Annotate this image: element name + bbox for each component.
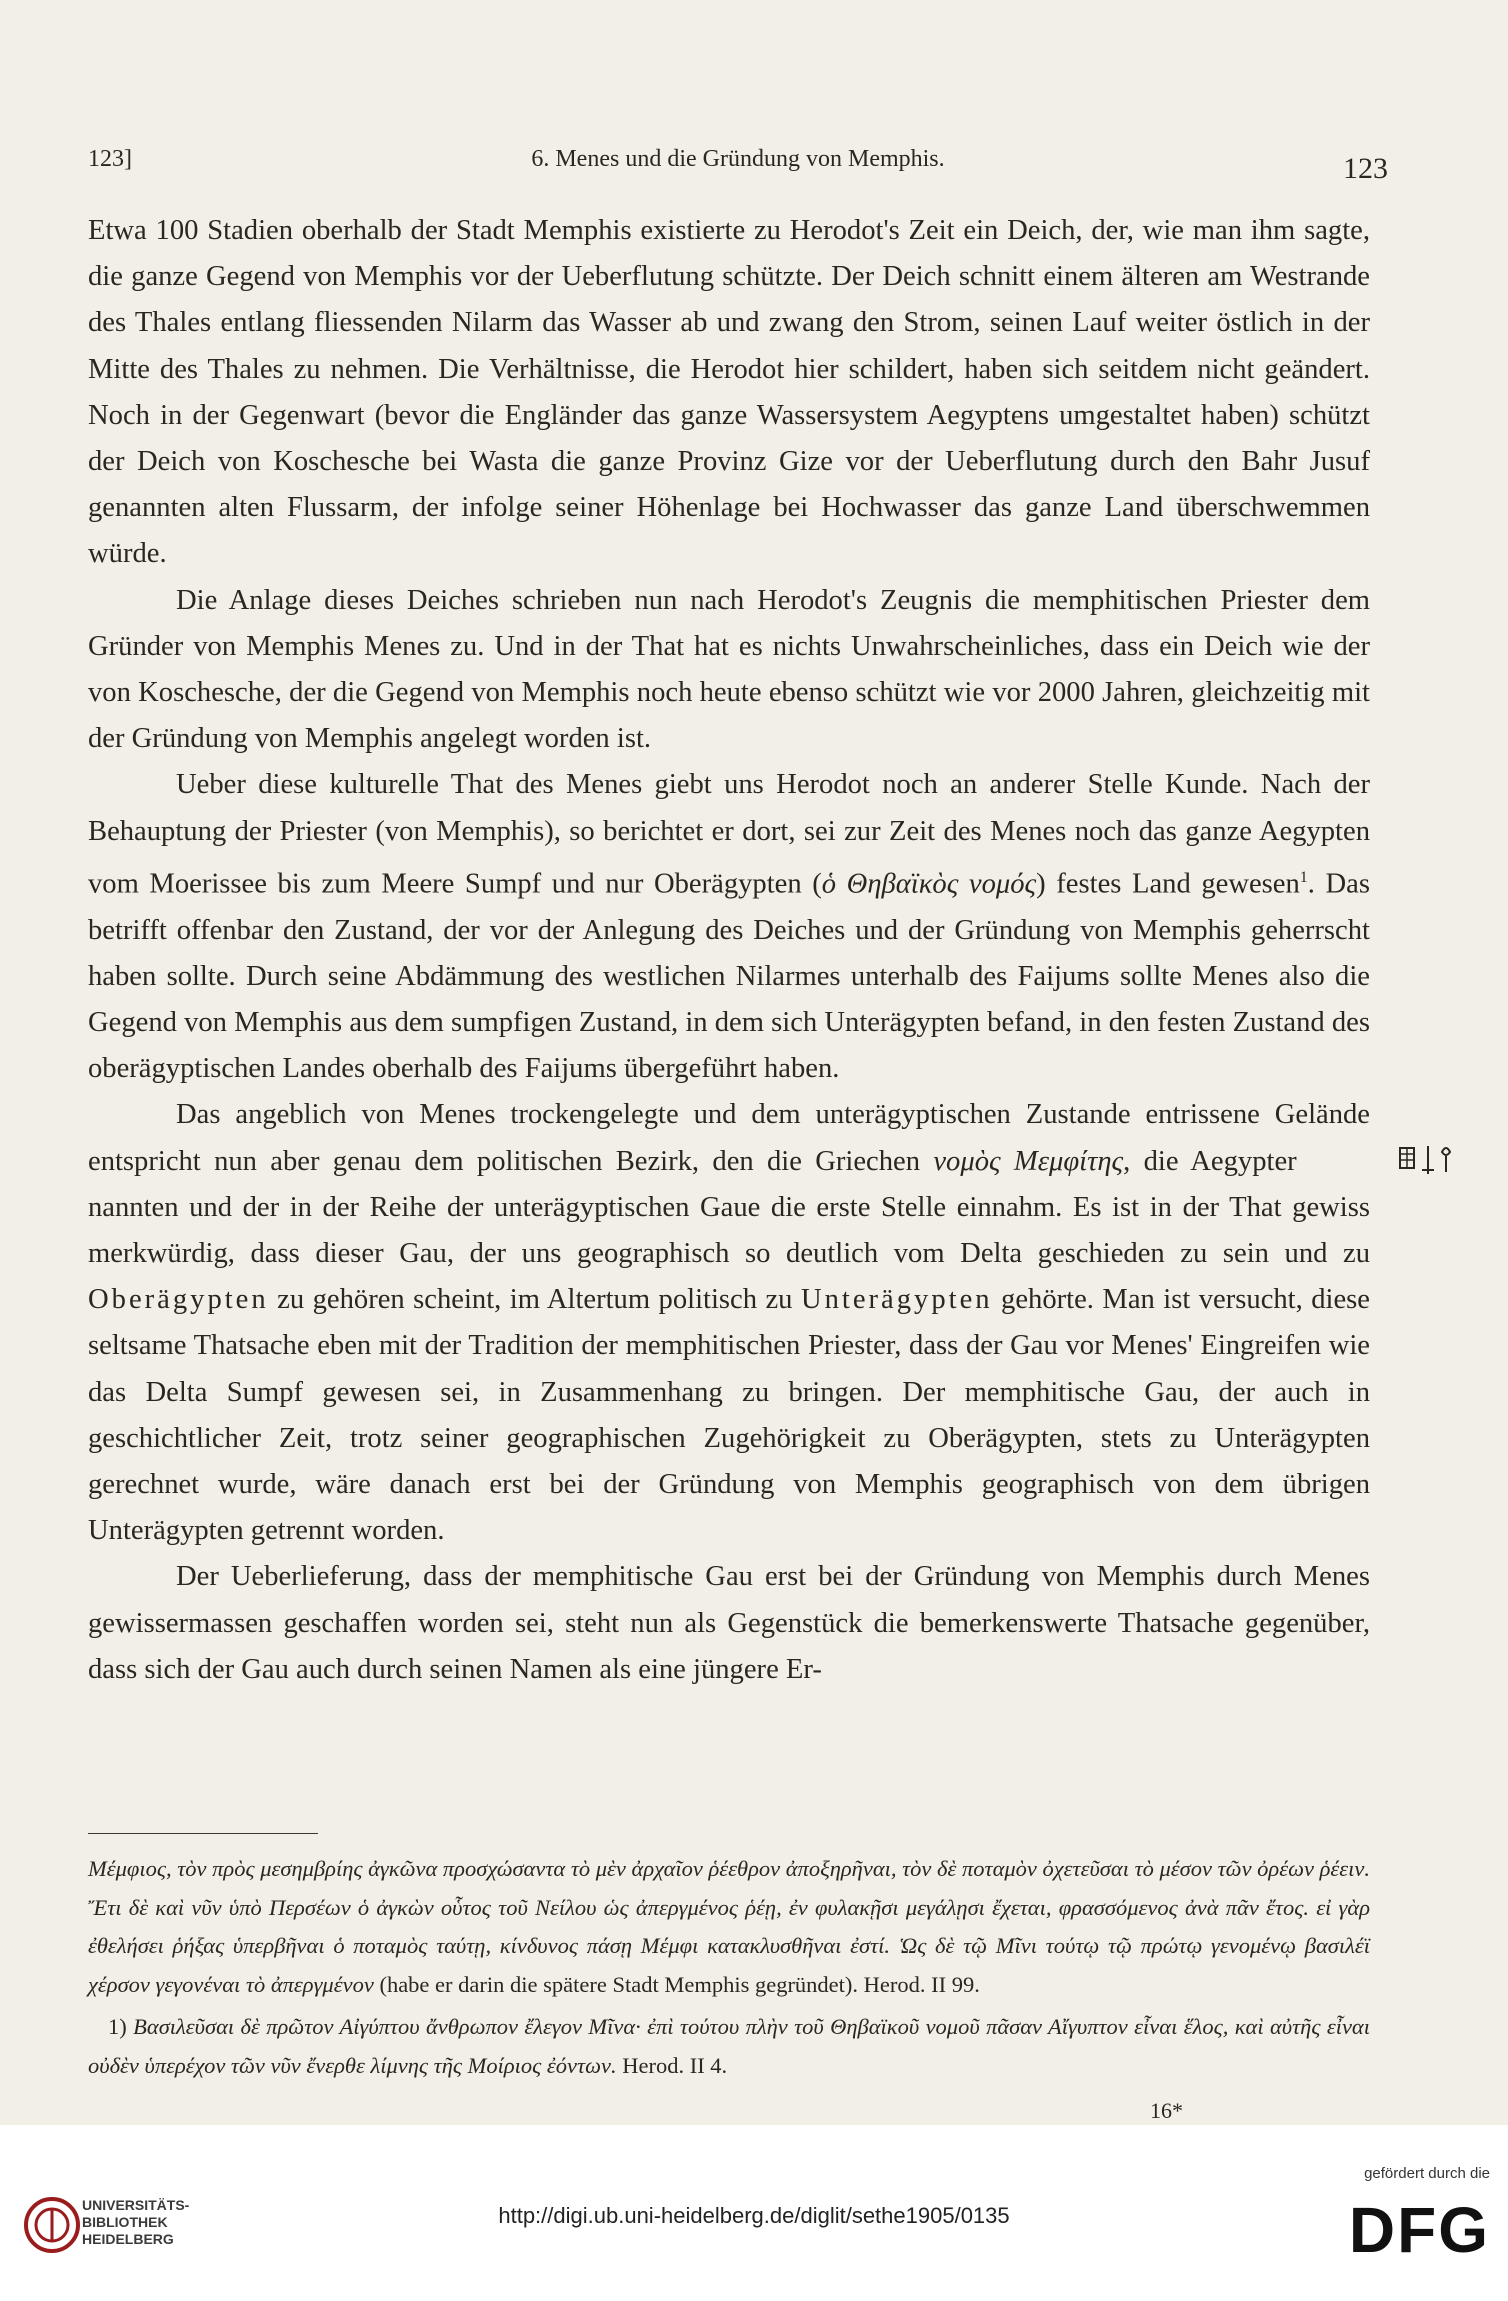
- paragraph-4: [88, 1092, 1370, 1554]
- footnote-rule: [88, 1833, 318, 1834]
- paragraph-4-text-e: gehörte. Man ist versucht, diese seltsame Thatsache eben mit der Tradition der memphitischen Priester, dass der Gau vor Menes' Eingreifen wie das Delta Sumpf gewesen sei, in Zusammenhang zu bringen. Der memphitische Gau, der auch in geschichtlicher Zeit, trotz seiner geographischen Zugehörigkeit zu Oberägypten, stets zu Unterägypten gerechnet wurde, wäre danach erst bei der Gründung von Memphis geographisch von dem übrigen Unterägypten getrennt worden.: [88, 1284, 1370, 1547]
- signature-mark: 16*: [1150, 2098, 1183, 2123]
- header-title: 6. Menes und die Gründung von Memphis.: [531, 146, 945, 172]
- paragraph-4-text-a: Das angeblich von Menes trockengelegte und dem unterägyptischen Zustande entrissene Gelände entspricht nun aber genau dem politischen Bezirk, den die Griechen: [88, 1099, 1370, 1177]
- permalink-url[interactable]: http://digi.ub.uni-heidelberg.de/diglit/sethe1905/0135: [498, 2203, 1010, 2228]
- page-number: 123: [1343, 152, 1388, 185]
- paragraph-1: Etwa 100 Stadien oberhalb der Stadt Memphis existierte zu Herodot's Zeit ein Deich, der, wie man ihm sagte, die ganze Gegend von Memphis vor der Ueberflutung schützte. Der Deich schnitt einem älteren am Westrande des Thales entlang fliessenden Nilarm das Wasser ab und zwang den Strom, seinen Lauf weiter östlich in der Mitte des Thales zu nehmen. Die Verhältnisse, die Herodot hier schildert, haben sich seitdem nicht geändert. Noch in der Gegenwart (bevor die Engländer das ganze Wassersystem Aegyptens umgestaltet haben) schützt der Deich von Koschesche bei Wasta die ganze Provinz Gize vor der Ueberflutung durch den Bahr Jusuf genannten alten Flussarm, der infolge seiner Höhenlage bei Hochwasser das ganze Land überschwemmen würde.: [88, 215, 1370, 570]
- greek-phrase: νομὸς Μεμφίτης: [933, 1145, 1124, 1177]
- footnote-1: [88, 2008, 1370, 2085]
- paragraph-4-text-d: zu gehören scheint, im Altertum politisch zu: [268, 1284, 801, 1316]
- library-name-line: UNIVERSITÄTS-: [82, 2197, 190, 2213]
- main-text: [88, 208, 1370, 1693]
- paragraph-4-text-c: nannten und der in der Reihe der unterägyptischen Gaue die erste Stelle einnahm. Es ist in der That gewiss merkwürdig, dass dieser Gau, der uns geographisch so deutlich vom Delta geschieden zu sein und zu: [88, 1191, 1370, 1269]
- footnote-1-greek: Βασιλεῦσαι δὲ πρῶτον Αἰγύπτου ἄνθρωπον ἔλεγον Μῖνα· ἐπὶ τούτου πλὴν τοῦ Θηβαϊκοῦ νομοῦ πᾶσαν Αἴγυπτον εἶναι ἕλος, καὶ αὐτῆς εἶναι οὐδὲν ὑπερέχον τῶν νῦν ἔνερθε λίμνης τῆς Μοίριος ἐόντων.: [88, 2014, 1370, 2078]
- running-header: [88, 142, 1388, 185]
- library-name-line: HEIDELBERG: [82, 2231, 174, 2247]
- viewer-footer: [0, 2125, 1508, 2301]
- paragraph-2: Die Anlage dieses Deiches schrieben nun nach Herodot's Zeugnis die memphitischen Priester dem Gründer von Memphis Menes zu. Und in der That hat es nichts Unwahrscheinliches, dass ein Deich wie der von Koschesche, der die Gegend von Memphis noch heute ebenso schützt wie vor 2000 Jahren, gleichzeitig mit der Gründung von Memphis angelegt worden ist.: [88, 584, 1370, 755]
- footnote-quote: [88, 1850, 1370, 2004]
- funding-label: gefördert durch die: [1364, 2165, 1490, 2182]
- dfg-logo[interactable]: DFG: [1348, 2194, 1490, 2266]
- footnote-marker[interactable]: 1: [1299, 868, 1308, 886]
- emphasis-oberaegypten: Oberägypten: [88, 1284, 269, 1316]
- emphasis-unteraegypten: Unterägypten: [800, 1284, 993, 1316]
- footnote-quote-note: (habe er darin die spätere Stadt Memphis gegründet). Herod. II 99.: [373, 1971, 980, 1997]
- footnote-1-number: 1): [108, 2014, 127, 2039]
- footnote-quote-greek: Μέμφιος, τὸν πρὸς μεσημβρίης ἀγκῶνα προσχώσαντα τὸ μὲν ἀρχαῖον ῥέεθρον ἀποξηρῆναι, τὸν δὲ ποταμὸν ὀχετεῦσαι τὸ μέσον τῶν ὀρέων ῥέειν. Ἔτι δὲ καὶ νῦν ὑπὸ Περσέων ὁ ἀγκὼν οὗτος τοῦ Νείλου ὡς ἀπεργμένος ῥέῃ, ἐν φυλακῇσι μεγάλῃσι ἔχεται, φρασσόμενος ἀνὰ πᾶν ἔτος. εἰ γὰρ ἐθελήσει ῥήξας ὑπερβῆναι ὁ ποταμὸς ταύτῃ, κίνδυνος πάσῃ Μέμφι κατακλυσθῆναι ἐστί. Ὡς δὲ τῷ Μῖνι τούτῳ τῷ πρώτῳ γενομένῳ βασιλέϊ χέρσον γεγονέναι τὸ ἀπεργμένον: [88, 1856, 1370, 1997]
- paragraph-3: [88, 762, 1370, 1092]
- paragraph-3-text-b: ) festes Land gewesen: [1036, 868, 1300, 900]
- footnote-1-reference: Herod. II 4.: [616, 2052, 728, 2078]
- footnotes: [88, 1850, 1370, 2085]
- paragraph-3-text-c: . Das betrifft offenbar den Zustand, der vor der Anlegung des Deiches und der Gründung von Memphis geherrscht haben sollte. Durch seine Abdämmung des westlichen Nilarmes unterhalb des Faijums sollte Menes also die Gegend von Memphis aus dem sumpfigen Zustand, in dem sich Unterägypten befand, in den festen Zustand des oberägyptischen Landes oberhalb des Faijums übergeführt haben.: [88, 868, 1370, 1085]
- paragraph-4-text-b: , die Aegypter: [1123, 1145, 1310, 1177]
- header-left-number: 123]: [88, 146, 132, 172]
- paragraph-3-text-a: Ueber diese kulturelle That des Menes giebt uns Herodot noch an anderer Stelle Kunde. Nach der Behauptung der Priester (von Memphis), so berichtet er dort, sei zur Zeit des Menes noch das ganze Aegypten vom Moerissee bis zum Meere Sumpf und nur Oberägypten (: [88, 769, 1370, 900]
- greek-phrase: ὁ Θηβαϊκὸς νομός: [821, 868, 1037, 900]
- hieroglyph-icon: [1310, 1142, 1370, 1176]
- paragraph-5: Der Ueberlieferung, dass der memphitische Gau erst bei der Gründung von Memphis durch Menes gewissermassen geschaffen worden sei, steht nun als Gegenstück die bemerkenswerte Thatsache gegenüber, dass sich der Gau auch durch seinen Namen als eine jüngere Er-: [88, 1561, 1370, 1685]
- library-name-line: BIBLIOTHEK: [82, 2214, 168, 2230]
